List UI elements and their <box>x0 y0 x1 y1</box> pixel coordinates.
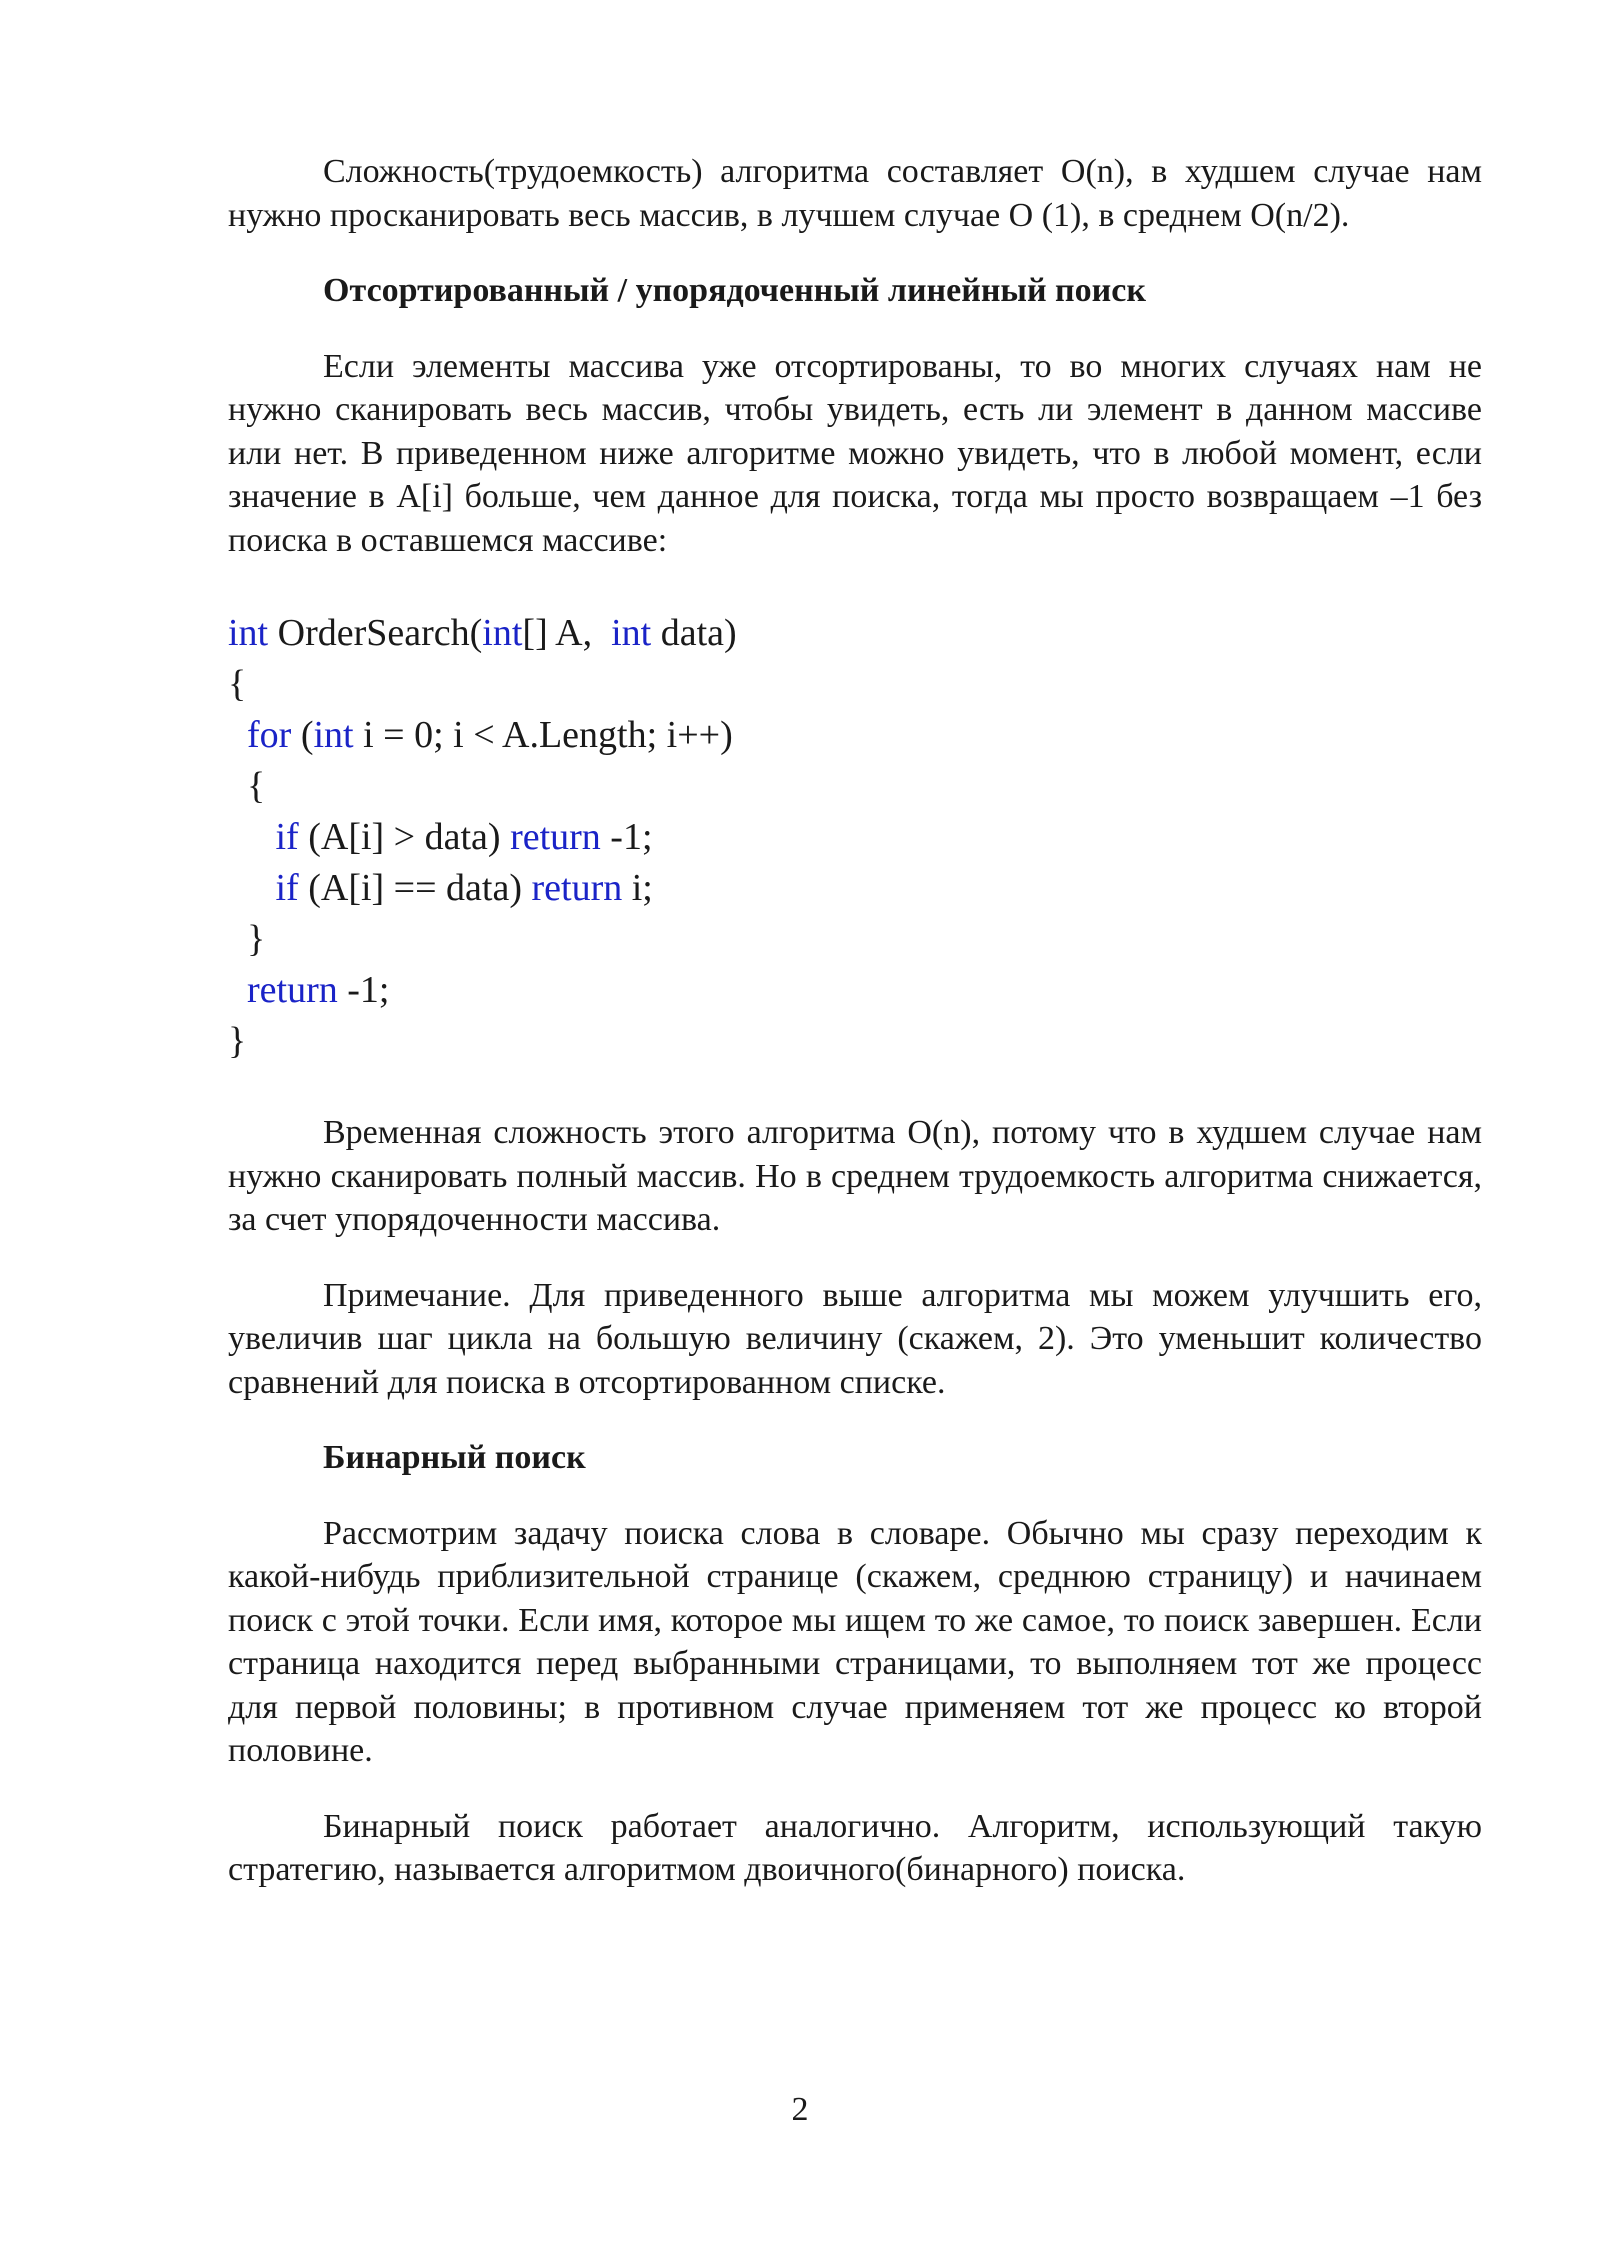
code-keyword: int <box>228 612 269 654</box>
code-line-9: } <box>228 1020 247 1062</box>
code-keyword: int <box>482 612 523 654</box>
heading-ordered-linear-search: Отсортированный / упорядоченный линейный поиск <box>323 272 1146 309</box>
code-text: (A[i] == data) <box>298 867 532 909</box>
paragraph-sorted-array: Если элементы массива уже отсортированы, то во многих случаях нам не нужно сканировать весь массив, чтобы увидеть, есть ли элемент в данном массиве или нет. В приведенном ниже алгоритме можно увидеть, что в любой момент, если значение в A[i] больше, чем данное для поиска, тогда мы просто возвращаем –1 без поиска в оставшемся массиве: <box>228 347 1482 559</box>
code-line-1 <box>228 608 1482 659</box>
code-indent <box>228 816 276 858</box>
code-text: ( <box>291 714 314 756</box>
paragraph-time-complexity: Временная сложность этого алгоритма O(n), потому что в худшем случае нам нужно сканировать полный массив. Но в среднем трудоемкость алгоритма снижается, за счет упорядоченности массива. <box>228 1114 1482 1238</box>
code-indent <box>228 867 276 909</box>
code-text: (A[i] > data) <box>298 816 511 858</box>
code-keyword: if <box>275 816 299 858</box>
code-line-6 <box>228 863 1482 914</box>
code-keyword: if <box>275 867 299 909</box>
code-line-8 <box>228 965 1482 1016</box>
code-line-5 <box>228 812 1482 863</box>
code-text: OrderSearch( <box>268 612 483 654</box>
code-indent <box>228 969 247 1011</box>
code-line-7: } <box>228 918 266 960</box>
code-text: -1; <box>337 969 390 1011</box>
code-keyword: return <box>510 816 601 858</box>
page-content <box>228 150 1482 1892</box>
code-line-3 <box>228 710 1482 761</box>
paragraph-binary-strategy: Бинарный поиск работает аналогично. Алгоритм, использующий такую стратегию, называется алгоритмом двоичного(бинарного) поиска. <box>228 1807 1482 1888</box>
code-keyword: return <box>531 867 623 909</box>
code-line-2: { <box>228 663 247 705</box>
code-keyword: int <box>313 714 354 756</box>
code-line-4: { <box>228 765 266 807</box>
paragraph-note: Примечание. Для приведенного выше алгоритма мы можем улучшить его, увеличив шаг цикла на большую величину (скажем, 2). Это уменьшит количество сравнений для поиска в отсортированном списке. <box>228 1276 1482 1401</box>
code-text: [] A, <box>522 612 612 654</box>
code-text: i = 0; i < A.Length; i++) <box>353 714 733 756</box>
paragraph-complexity: Сложность(трудоемкость) алгоритма составляет O(n), в худшем случае нам нужно просканировать весь массив, в лучшем случае O (1), в среднем O(n/2). <box>228 153 1482 234</box>
page-number: 2 <box>791 2091 809 2128</box>
code-text: data) <box>651 612 737 654</box>
code-text: -1; <box>600 816 653 858</box>
code-keyword: for <box>247 714 292 756</box>
paragraph-dictionary-example: Рассмотрим задачу поиска слова в словаре. Обычно мы сразу переходим к какой-нибудь приблизительной странице (скажем, среднюю страницу) и начинаем поиск с этой точки. Если имя, которое мы ищем то же самое, то поиск завершен. Если страница находится перед выбранными страницами, то выполняем тот же процесс для первой половины; в противном случае применяем тот же процесс ко второй половине. <box>228 1514 1482 1769</box>
code-text: i; <box>622 867 653 909</box>
heading-binary-search: Бинарный поиск <box>323 1439 586 1476</box>
code-keyword: return <box>247 969 338 1011</box>
code-block-order-search <box>228 608 1482 1067</box>
code-keyword: int <box>611 612 652 654</box>
code-indent <box>228 714 247 756</box>
